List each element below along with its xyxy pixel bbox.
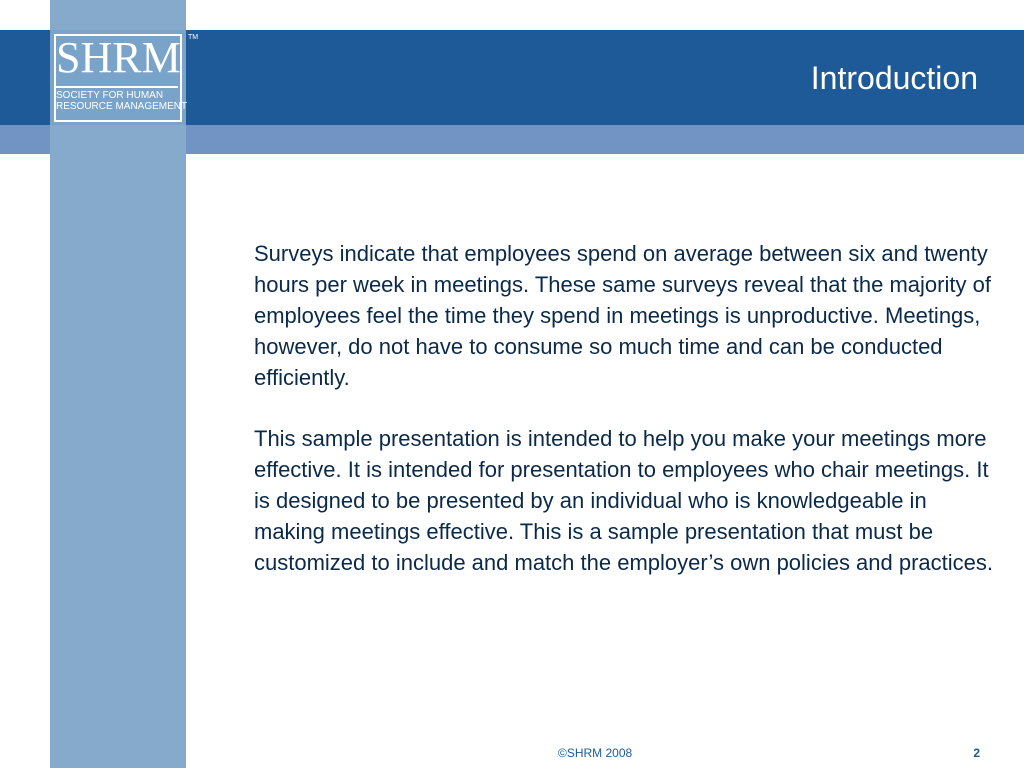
slide-body	[254, 238, 994, 608]
logo-divider	[54, 86, 178, 88]
body-paragraph-2: This sample presentation is intended to help you make your meetings more effective. It is intended for presentation to employees who chair meetings. It is designed to be presented by an individual who is knowledgeable in making meetings effective. This is a sample presentation that must be customized to include and match the employer’s own policies and practices.	[254, 426, 994, 575]
logo-tagline	[56, 90, 188, 112]
logo-mark: SHRM	[56, 33, 181, 82]
body-paragraph-1: Surveys indicate that employees spend on average between six and twenty hours per week in meetings. These same surveys reveal that the majority of employees feel the time they spend in meetings is unproductive. Meetings, however, do not have to consume so much time and can be conducted efficiently.	[254, 241, 991, 390]
logo-tagline-line-1: SOCIETY FOR HUMAN	[56, 90, 164, 101]
footer-copyright: ©SHRM 2008	[558, 746, 633, 760]
shrm-logo	[50, 30, 199, 125]
page-number: 2	[973, 746, 980, 760]
slide-title: Introduction	[810, 60, 978, 96]
trademark-symbol: TM	[188, 34, 199, 41]
logo-tagline-line-2: RESOURCE MANAGEMENT	[56, 101, 188, 112]
